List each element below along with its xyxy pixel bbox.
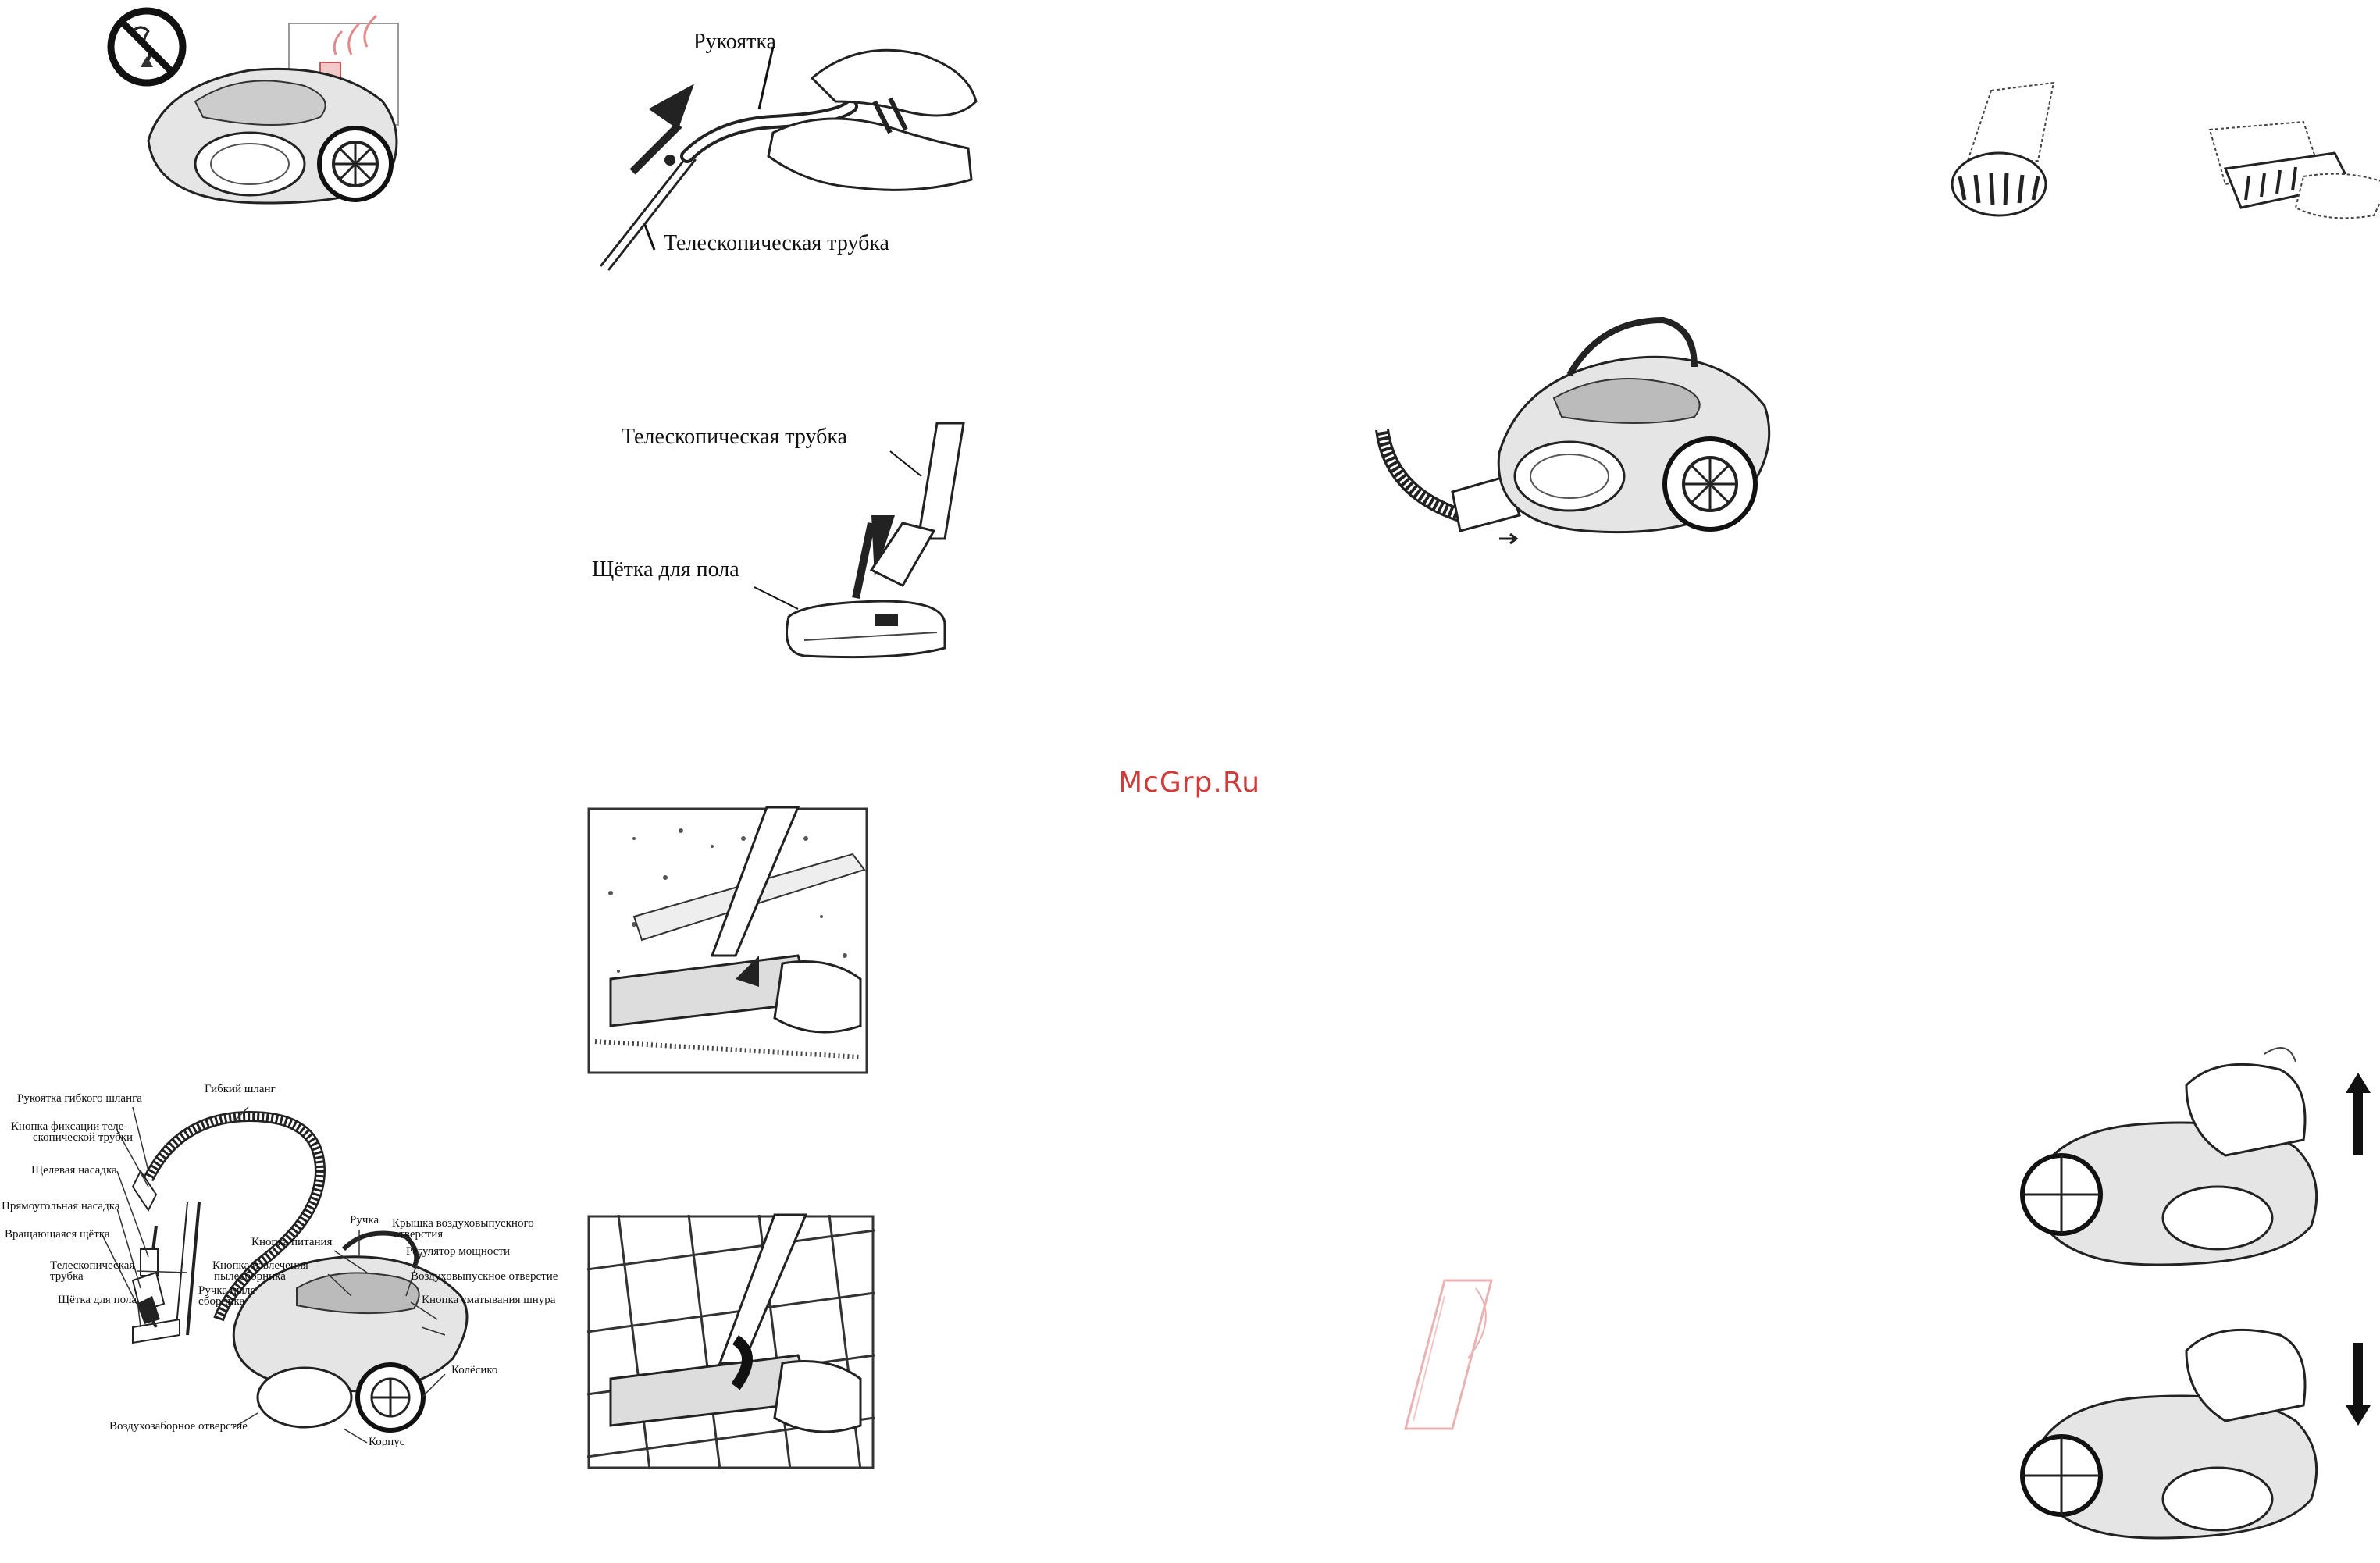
part-rotating-brush: Вращающаяся щётка	[5, 1228, 110, 1241]
hose-connect-illustration	[1366, 312, 1788, 554]
part-hose: Гибкий шланг	[205, 1083, 276, 1095]
figure-parts-diagram	[0, 1070, 578, 1476]
figure-carpet	[587, 807, 868, 1074]
part-dust-handle-2: сборника	[198, 1295, 245, 1308]
telescopic-tube-label: Телескопическая трубка	[664, 231, 889, 255]
part-dust-release-2: пылесборника	[214, 1270, 286, 1283]
figure-dust-container	[2015, 1038, 2380, 1563]
figure-no-water-warning	[102, 8, 414, 234]
part-tube-lock-2: скопической трубки	[33, 1131, 134, 1144]
figure-hose-connect	[1366, 312, 1788, 554]
part-rect-nozzle: Прямоугольная насадка	[2, 1200, 120, 1212]
dust-container-illustration	[2015, 1038, 2380, 1563]
floor-brush-illustration	[578, 414, 984, 679]
part-body: Корпус	[369, 1436, 405, 1448]
part-power-button: Кнопка питания	[251, 1236, 333, 1248]
crevice-nozzle-illustration	[1359, 1265, 1515, 1444]
figure-crevice-nozzle	[1359, 1265, 1515, 1444]
floor-brush-label: Щётка для пола	[592, 557, 739, 582]
part-outlet-cover-2: отверстия	[394, 1228, 444, 1241]
part-dust-release: Кнопка извлечения	[212, 1259, 308, 1272]
part-tube-lock: Кнопка фиксации теле-	[11, 1120, 128, 1133]
part-power-regulator: Регулятор мощности	[406, 1245, 510, 1258]
hard-floor-illustration	[587, 1215, 875, 1469]
part-cord-rewind: Кнопка сматывания шнура	[422, 1294, 556, 1306]
part-crevice-nozzle: Щелевая насадка	[31, 1164, 117, 1177]
figure-handle-tube	[578, 23, 984, 273]
part-air-inlet: Воздухозаборное отверстие	[109, 1420, 248, 1433]
part-telescopic-tube: Телескопическая	[50, 1259, 135, 1272]
no-water-illustration	[102, 8, 414, 234]
part-floor-brush: Щётка для пола	[58, 1294, 137, 1306]
part-hose-handle: Рукоятка гибкого шланга	[17, 1092, 142, 1105]
part-air-outlet: Воздуховыпускное отверстие	[411, 1270, 558, 1283]
figure-brush-accessories	[1944, 75, 2380, 231]
part-outlet-cover: Крышка воздуховыпускного	[392, 1217, 534, 1230]
brush-accessories-illustration	[1944, 75, 2380, 231]
part-wheel: Колёсико	[451, 1364, 498, 1376]
part-carry-handle: Ручка	[350, 1214, 379, 1227]
figure-floor-brush	[578, 414, 984, 679]
watermark-text: McGrp.Ru	[1118, 767, 1261, 799]
handle-label: Рукоятка	[693, 30, 776, 54]
part-telescopic-tube-2: трубка	[50, 1270, 84, 1283]
carpet-illustration	[587, 807, 868, 1074]
brush-tube-label: Телескопическая трубка	[622, 425, 847, 449]
figure-hard-floor	[587, 1215, 875, 1469]
part-dust-handle: Ручка пыле-	[198, 1284, 260, 1297]
